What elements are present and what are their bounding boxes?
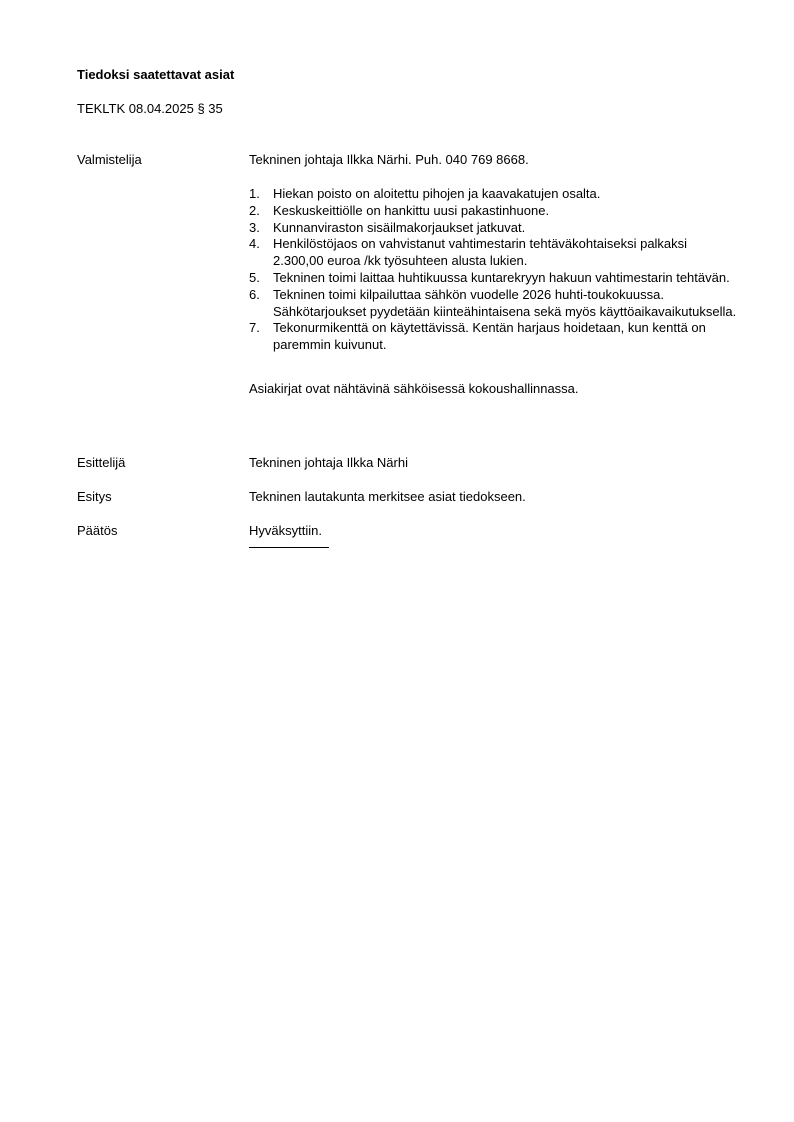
esittelija-label: Esittelijä (77, 455, 126, 470)
list-item (249, 270, 739, 287)
list-item-text: Henkilöstöjaos on vahvistanut vahtimestarin tehtäväkohtaiseksi palkaksi 2.300,00 euroa /kk työsuhteen alusta lukien. (273, 236, 688, 269)
esitys-text: Tekninen lautakunta merkitsee asiat tiedokseen. (249, 489, 526, 504)
list-item-number: 4. (249, 236, 260, 252)
list-item (249, 186, 739, 203)
paatos-text: Hyväksyttiin. (249, 523, 322, 538)
esitys-label: Esitys (77, 489, 112, 504)
list-item-text: Hiekan poisto on aloitettu pihojen ja kaavakatujen osalta. (273, 186, 601, 201)
list-item-number: 2. (249, 202, 260, 218)
valmistelija-content (249, 152, 739, 397)
list-item-text: Tekninen toimi laittaa huhtikuussa kuntarekryyn hakuun vahtimestarin tehtävän. (273, 269, 730, 285)
signature-line (249, 547, 329, 548)
esittelija-text: Tekninen johtaja Ilkka Närhi (249, 455, 408, 470)
list-item-number: 3. (249, 219, 260, 235)
list-item (249, 287, 739, 321)
document-heading: Tiedoksi saatettavat asiat (77, 67, 235, 82)
valmistelija-intro: Tekninen johtaja Ilkka Närhi. Puh. 040 769 8668. (249, 152, 529, 167)
list-item (249, 236, 739, 270)
list-item-number: 7. (249, 320, 260, 336)
paatos-content (249, 523, 739, 548)
notice-list (249, 186, 739, 354)
list-item-text: Tekninen toimi kilpailuttaa sähkön vuodelle 2026 huhti-toukokuussa. Sähkötarjoukset pyydetään kiinteähintaisena sekä myös käyttöaikavaikutuksella. (273, 286, 737, 319)
list-item (249, 220, 739, 237)
valmistelija-label: Valmistelija (77, 152, 142, 167)
list-item (249, 320, 739, 354)
paatos-label: Päätös (77, 523, 118, 538)
list-item-text: Tekonurmikenttä on käytettävissä. Kentän harjaus hoidetaan, kun kenttä on paremmin kuivunut. (273, 320, 706, 353)
list-item-number: 5. (249, 269, 260, 285)
list-item-number: 1. (249, 186, 260, 201)
meeting-reference: TEKLTK 08.04.2025 § 35 (77, 101, 223, 116)
list-item (249, 203, 739, 220)
documents-note: Asiakirjat ovat nähtävinä sähköisessä kokoushallinnassa. (249, 380, 579, 396)
list-item-text: Keskuskeittiölle on hankittu uusi pakastinhuone. (273, 202, 550, 218)
list-item-number: 6. (249, 286, 260, 302)
list-item-text: Kunnanviraston sisäilmakorjaukset jatkuvat. (273, 219, 526, 235)
